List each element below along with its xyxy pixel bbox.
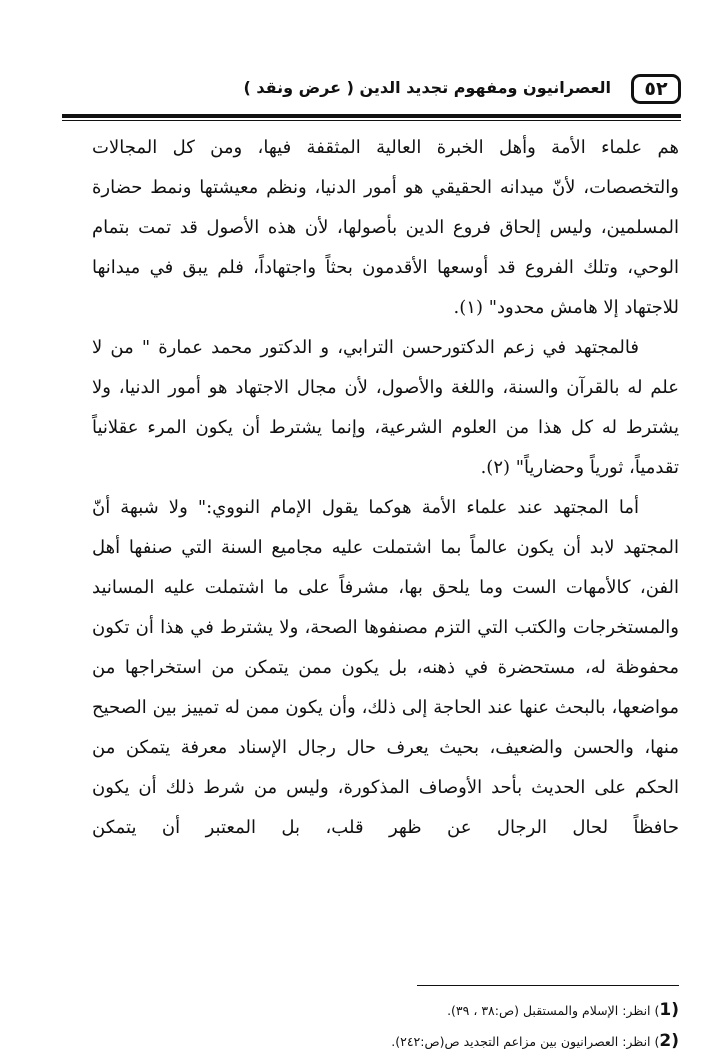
page-number: ٥٢ <box>631 74 681 104</box>
footnotes <box>92 995 679 1057</box>
footnote-1-text: ) انظر: الإسلام والمستقبل (ص:٣٨ ، ٣٩). <box>447 1003 660 1018</box>
page-header <box>62 70 681 110</box>
paragraph-3: أما المجتهد عند علماء الأمة هوكما يقول الإمام النووي:" ولا شبهة أنّ المجتهد لابد أن يكون عالماً بما اشتملت عليه مجاميع السنة التي صنفها أهل الفن، كالأمهات الست وما يلحق بها، مشرفاً على ما اشتملت عليه المسانيد والمستخرجات والكتب التي التزم مصنفوها الصحة، ولا يشترط في هذا أن تكون محفوظة له، مستحضرة في ذهنه، بل يكون ممن يتمكن من استخراجها من مواضعها، بالبحث عنها عند الحاجة إلى ذلك، وأن يكون ممن له تمييز بين الصحيح منها، والحسن والضعيف، بحيث يعرف حال رجال الإسناد معرفة يتمكن من الحكم على الحديث بأحد الأوصاف المذكورة، وليس من شرط ذلك أن يكون حافظاً لحال الرجال عن ظهر قلب، بل المعتبر أن يتمكن <box>92 497 680 838</box>
header-rule-thick <box>62 114 681 118</box>
footnote-2-text: ) انظر: العصرانيون بين مزاعم التجديد ص(ص:٢٤٢). <box>391 1034 660 1049</box>
paragraph-2: فالمجتهد في زعم الدكتورحسن الترابي، و الدكتور محمد عمارة " من لا علم له بالقرآن والسنة، واللغة والأصول، لأن مجال الاجتهاد هو أمور الدنيا، ولا يشترط له كل هذا من العلوم الشرعية، وإنما يشترط أن يكون المرء عقلانياً تقدمياً، ثورياً وحضارياً" (٢). <box>92 337 679 478</box>
footnote-2-mark: (2 <box>659 1031 679 1051</box>
footnote-separator <box>417 985 679 986</box>
body-text <box>92 128 679 848</box>
footnote-1-mark: (1 <box>659 1000 679 1020</box>
paragraph-1: هم علماء الأمة وأهل الخبرة العالية المثقفة فيها، ومن كل المجالات والتخصصات، لأنّ ميدانه الحقيقي هو أمور الدنيا، ونظم معيشتها ونمط حضارة المسلمين، وليس إلحاق فروع الدين بأصولها، لأن هذه الأصول قد تمت بتمام الوحي، وتلك الفروع قد أوسعها الأقدمون بحثاً واجتهاداً، فلم يبق في ميدانها للاجتهاد إلا هامش محدود" (١). <box>92 137 679 318</box>
footnote-2 <box>92 1026 679 1057</box>
running-title: العصرانيون ومفهوم تجديد الدين ( عرض ونقد ) <box>243 78 611 97</box>
footnote-1 <box>92 995 679 1026</box>
header-rule-thin <box>62 120 681 121</box>
